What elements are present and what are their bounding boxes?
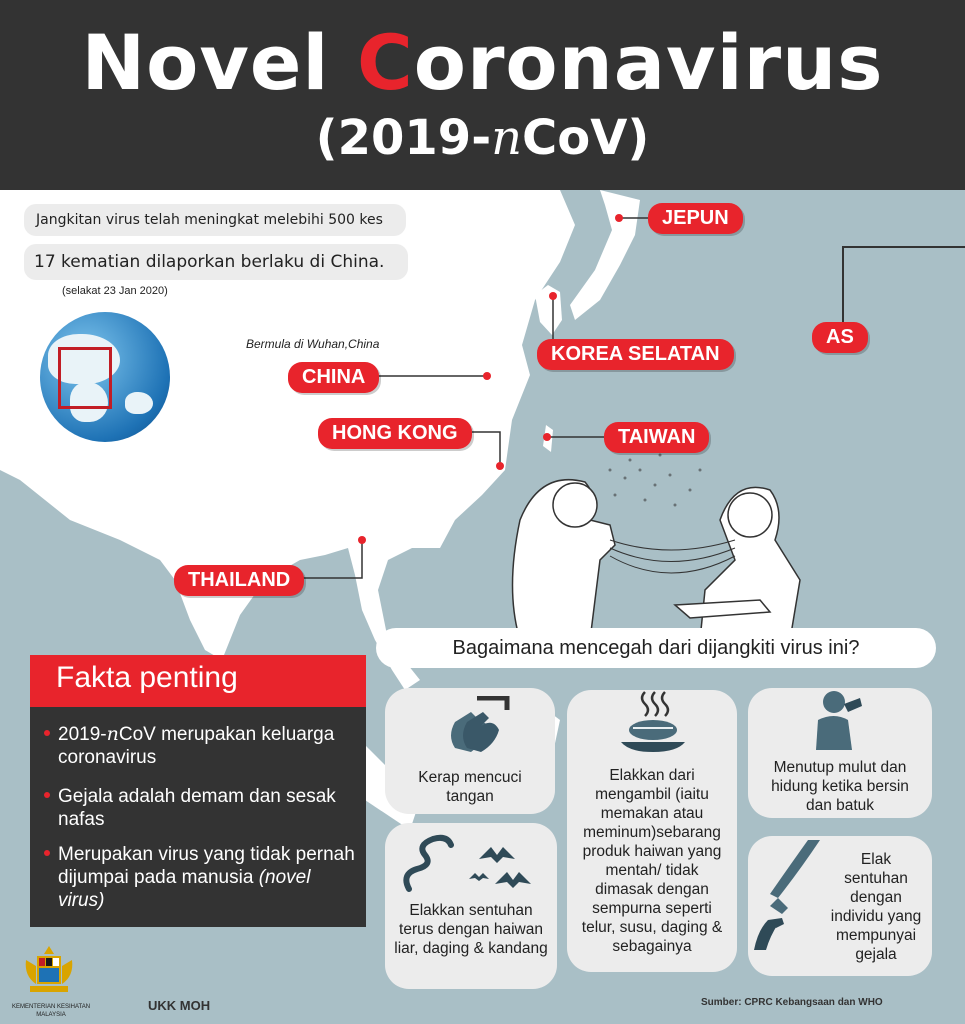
origin-label: Bermula di Wuhan,China (246, 337, 380, 351)
cases-stat-pill: Jangkitan virus telah meningkat melebihi 500 kes (24, 204, 406, 236)
tag-taiwan: TAIWAN (604, 422, 709, 453)
ministry-name: KEMENTERIAN KESIHATAN MALAYSIA (11, 1004, 91, 1018)
prevention-question: Bagaimana mencegah dari dijangkiti virus ini? (376, 628, 936, 668)
key-facts-title: Fakta penting (56, 661, 238, 694)
tag-as: AS (812, 322, 868, 353)
tip-card-cover-mouth (748, 688, 932, 818)
hands-reaching-icon (748, 840, 828, 950)
source-label: Sumber: CPRC Kebangsaan dan WHO (701, 997, 883, 1008)
tag-korea-selatan: KOREA SELATAN (537, 339, 734, 370)
tip-text: Menutup mulut dan hidung ketika bersin dan batuk (771, 759, 909, 814)
tip-text: Elakkan dari mengambil (iaitu memakan atau meminum)sebarang produk haiwan yang mentah/ tidak dimasak dengan sempurna seperti telur, susu, daging & sebagainya (581, 767, 723, 955)
fact-item: 2019-nCoV merupakan keluarga coronavirus (58, 723, 358, 769)
tip-card-cook-food (567, 690, 737, 972)
tip-card-wild-animals (385, 823, 557, 989)
main-title: Novel Coronavirus (81, 18, 884, 107)
hand-washing-icon (441, 696, 511, 756)
sneezing-person-icon (808, 688, 868, 750)
ministry-crest-logo (22, 944, 76, 1000)
tag-hong-kong: HONG KONG (318, 418, 472, 449)
tip-text: Elak sentuhan dengan individu yang mempunyai gejala (830, 851, 922, 963)
key-facts-panel (30, 655, 366, 927)
tag-china: CHINA (288, 362, 379, 393)
fact-item: Gejala adalah demam dan sesak nafas (58, 785, 358, 831)
tip-card-avoid-contact (748, 836, 932, 976)
unit-label: UKK MOH (148, 998, 211, 1013)
cooked-food-icon (617, 690, 687, 754)
tag-jepun: JEPUN (648, 203, 743, 234)
deaths-stat-pill: 17 kematian dilaporkan berlaku di China. (24, 244, 408, 280)
stats-date: (selakat 23 Jan 2020) (62, 285, 168, 297)
key-facts-header (30, 655, 366, 707)
header-banner (0, 0, 965, 190)
snake-bat-icon (399, 829, 539, 899)
subtitle: (2019-nCoV) (315, 110, 650, 166)
tag-thailand: THAILAND (174, 565, 304, 596)
globe-icon (40, 312, 170, 442)
tip-text: Kerap mencuci tangan (418, 769, 522, 805)
fact-item: Merupakan virus yang tidak pernah dijumpai pada manusia (novel virus) (58, 843, 358, 912)
tip-text: Elakkan sentuhan terus dengan haiwan liar, daging & kandang (394, 902, 548, 957)
tip-card-wash-hands (385, 688, 555, 814)
